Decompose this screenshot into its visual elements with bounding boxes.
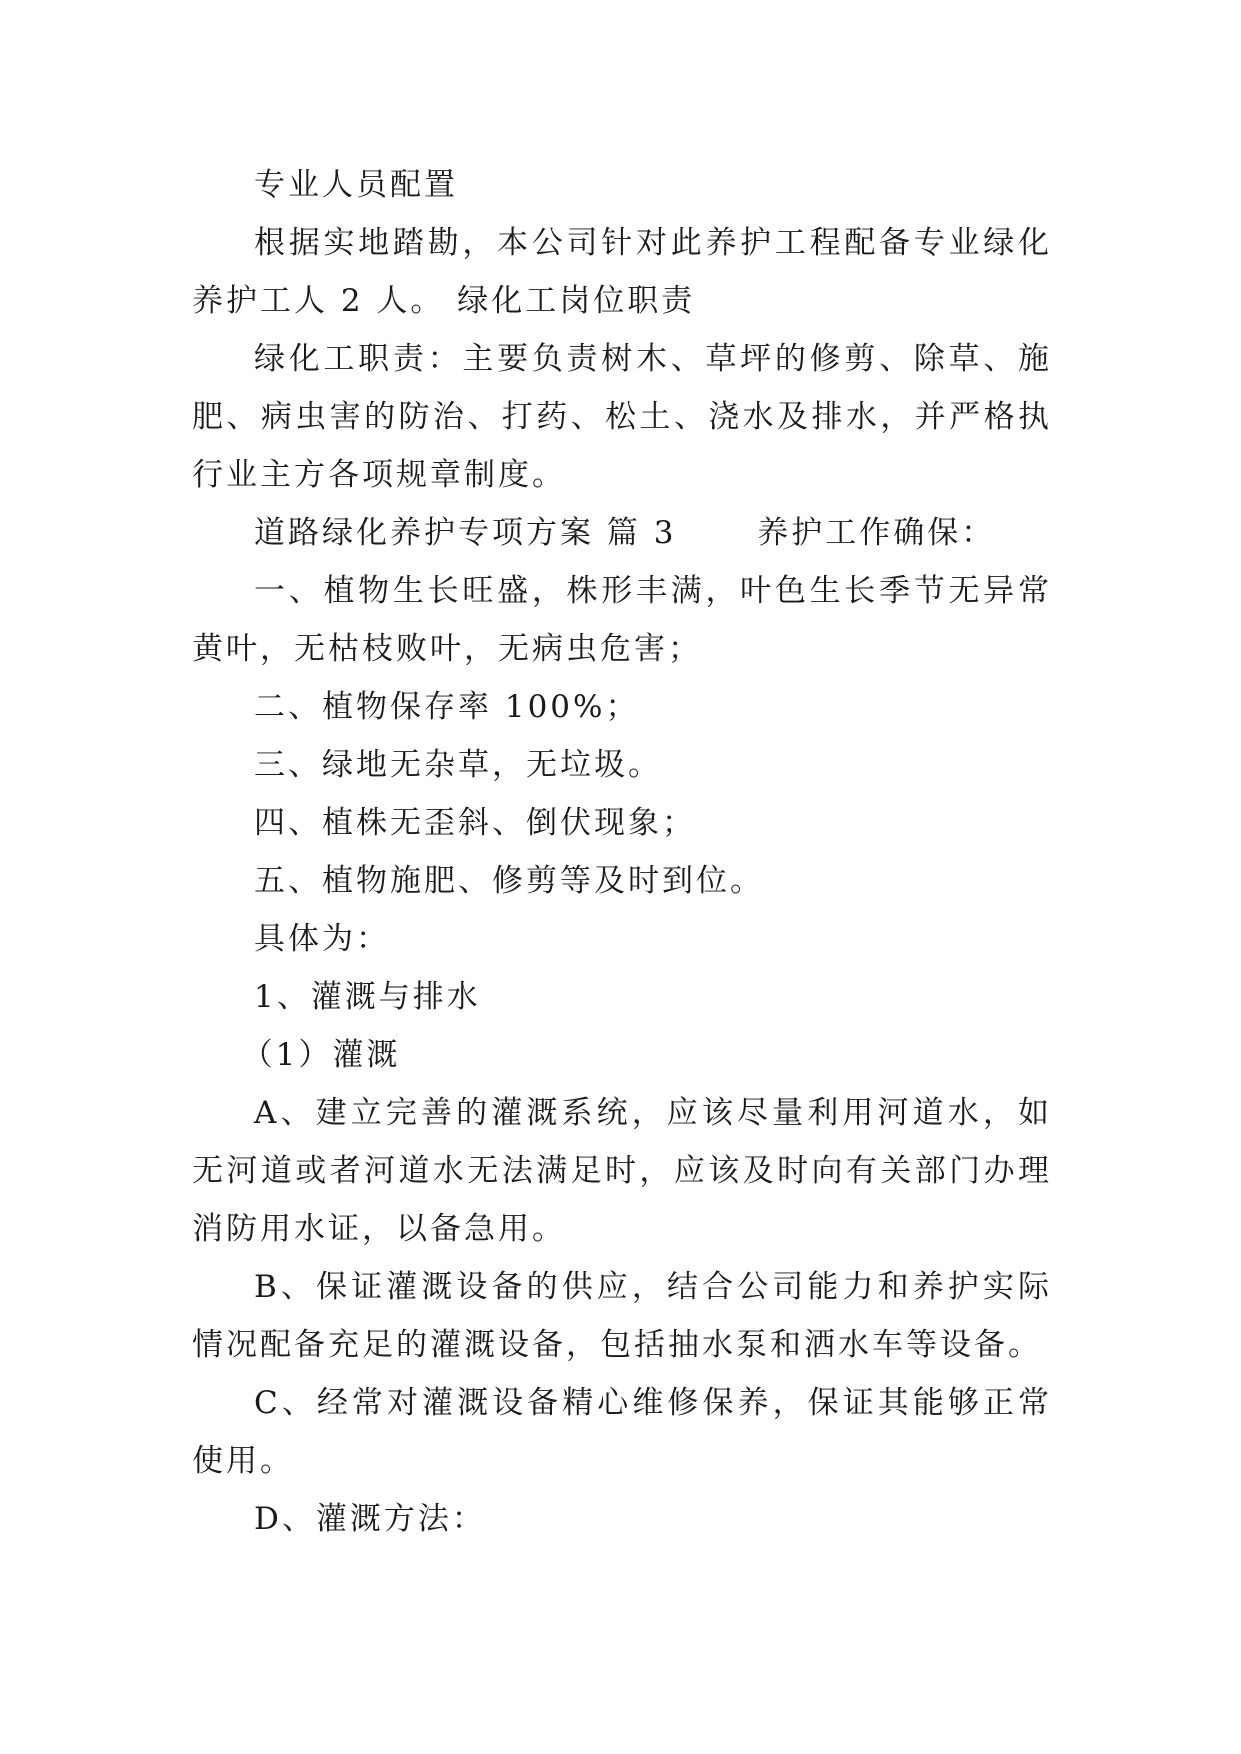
paragraph-staffing: 根据实地踏勘，本公司针对此养护工程配备专业绿化养护工人 2 人。 绿化工岗位职责 xyxy=(192,225,1052,319)
paragraph-item-3: 三、绿地无杂草，无垃圾。 xyxy=(254,747,662,783)
paragraph-a: A、建立完善的灌溉系统，应该尽量利用河道水，如无河道或者河道水无法满足时，应该及时向有关部门办理消防用水证，以备急用。 xyxy=(192,1095,1052,1247)
subsection-heading-irrigation: （1）灌溉 xyxy=(241,1037,401,1073)
paragraph-plan-title: 道路绿化养护专项方案 篇 3 养护工作确保： xyxy=(254,515,996,551)
paragraph-c: C、经常对灌溉设备精心维修保养，保证其能够正常使用。 xyxy=(192,1385,1052,1479)
section-heading-irrigation-drainage: 1、灌溉与排水 xyxy=(254,979,481,1015)
paragraph-duties: 绿化工职责：主要负责树木、草坪的修剪、除草、施肥、病虫害的防治、打药、松土、浇水及排水，并严格执行业主方各项规章制度。 xyxy=(192,341,1052,493)
paragraph-item-4: 四、植株无歪斜、倒伏现象； xyxy=(254,805,696,841)
paragraph-item-5: 五、植物施肥、修剪等及时到位。 xyxy=(254,863,764,899)
paragraph-specifics: 具体为： xyxy=(254,921,390,957)
document-body xyxy=(192,156,1052,1548)
paragraph-staff-config-heading: 专业人员配置 xyxy=(254,167,458,203)
paragraph-d: D、灌溉方法： xyxy=(254,1501,486,1537)
paragraph-b: B、保证灌溉设备的供应，结合公司能力和养护实际情况配备充足的灌溉设备，包括抽水泵和洒水车等设备。 xyxy=(192,1269,1052,1363)
paragraph-item-1: 一、植物生长旺盛，株形丰满，叶色生长季节无异常黄叶，无枯枝败叶，无病虫危害； xyxy=(192,573,1052,667)
paragraph-item-2: 二、植物保存率 100%； xyxy=(254,689,640,725)
